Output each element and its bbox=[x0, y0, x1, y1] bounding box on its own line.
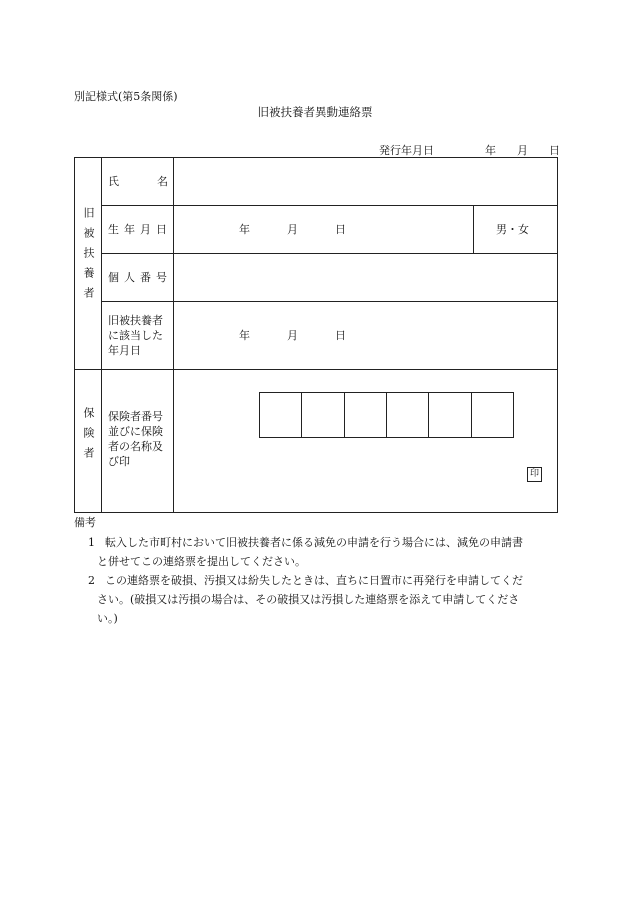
birthdate-year: 年 bbox=[239, 223, 250, 236]
gender-option[interactable]: 男・女 bbox=[496, 223, 529, 236]
insurer-number-digit[interactable] bbox=[260, 393, 302, 437]
form-reference: 別記様式(第5条関係) bbox=[74, 90, 178, 103]
birthdate-label: 生年月日 bbox=[108, 223, 172, 236]
insurer-number-digit[interactable] bbox=[345, 393, 387, 437]
personal-number-label: 個人番号 bbox=[108, 271, 172, 284]
issue-date-day: 日 bbox=[549, 144, 560, 157]
became-month: 月 bbox=[287, 329, 298, 342]
section-label-divider bbox=[101, 157, 102, 513]
birthdate-month: 月 bbox=[287, 223, 298, 236]
remark-2-line-2: さい。(破損又は汚損の場合は、その破損又は汚損した連絡票を添えて申請してくださ bbox=[97, 593, 520, 606]
insurer-label-4: び印 bbox=[108, 455, 130, 468]
name-label-1: 氏 bbox=[108, 175, 119, 188]
insurer-number-digit[interactable] bbox=[472, 393, 513, 437]
row-divider bbox=[101, 205, 558, 206]
insurer-number-digit[interactable] bbox=[387, 393, 429, 437]
remark-1-line-1: 転入した市町村において旧被扶養者に係る減免の申請を行う場合には、減免の申請書 bbox=[105, 536, 523, 549]
insurer-label-1: 保険者番号 bbox=[108, 410, 163, 423]
remark-1 bbox=[88, 533, 523, 552]
issue-date-year: 年 bbox=[485, 144, 496, 157]
seal-mark: 印 bbox=[527, 467, 542, 482]
row-divider bbox=[101, 301, 558, 302]
became-dependent-label-3: 年月日 bbox=[108, 344, 141, 357]
became-dependent-date-field[interactable] bbox=[175, 303, 556, 368]
name-field[interactable] bbox=[175, 159, 556, 204]
became-dependent-label-2: に該当した bbox=[108, 329, 163, 342]
insurer-number-digit[interactable] bbox=[302, 393, 344, 437]
table-border-top bbox=[74, 157, 558, 158]
birthdate-day: 日 bbox=[335, 223, 346, 236]
became-dependent-label-1: 旧被扶養者 bbox=[108, 314, 163, 327]
table-border-bottom bbox=[74, 512, 558, 513]
remark-1-number: 1 bbox=[88, 536, 95, 549]
remark-2-line-3: い。) bbox=[97, 612, 118, 625]
issue-date-label: 発行年月日 bbox=[379, 144, 434, 157]
table-border-left bbox=[74, 157, 75, 513]
birthdate-field[interactable] bbox=[175, 207, 472, 252]
label-column-divider bbox=[173, 157, 174, 513]
remark-2-number: 2 bbox=[88, 574, 95, 587]
row-divider bbox=[101, 253, 558, 254]
remark-2 bbox=[88, 571, 523, 590]
became-day: 日 bbox=[335, 329, 346, 342]
issue-date-month: 月 bbox=[517, 144, 528, 157]
remark-1-line-2: と併せてこの連絡票を提出してください。 bbox=[97, 555, 306, 568]
insurer-label-2: 並びに保険 bbox=[108, 425, 163, 438]
personal-number-field[interactable] bbox=[175, 255, 556, 300]
gender-divider bbox=[473, 205, 474, 254]
former-dependent-section-label: 旧被扶養者 bbox=[82, 207, 95, 307]
became-year: 年 bbox=[239, 329, 250, 342]
insurer-section-label: 保険者 bbox=[82, 407, 95, 467]
insurer-number-digit[interactable] bbox=[429, 393, 471, 437]
issue-date-field[interactable] bbox=[485, 142, 560, 158]
insurer-number-boxes[interactable] bbox=[259, 392, 514, 438]
table-border-right bbox=[557, 157, 558, 513]
remark-2-line-1: この連絡票を破損、汚損又は紛失したときは、直ちに日置市に再発行を申請してくだ bbox=[105, 574, 523, 587]
name-label-2: 名 bbox=[157, 175, 168, 188]
remarks-heading: 備考 bbox=[74, 516, 96, 529]
insurer-label-3: 者の名称及 bbox=[108, 440, 163, 453]
section-divider bbox=[74, 369, 558, 370]
document-title: 旧被扶養者異動連絡票 bbox=[257, 105, 373, 119]
